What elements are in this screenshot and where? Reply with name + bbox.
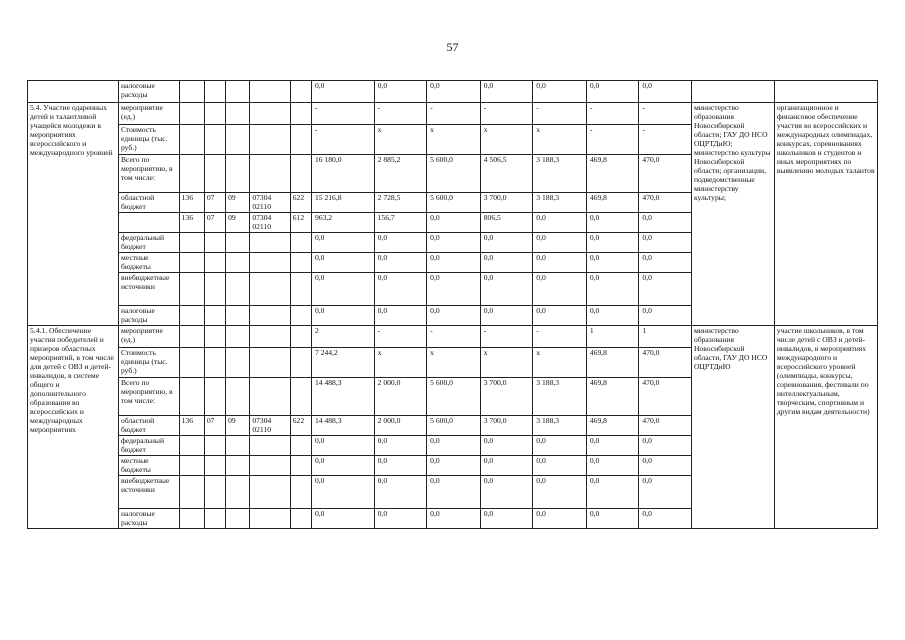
code-cell: 09	[226, 416, 250, 436]
code-cell	[226, 348, 250, 378]
code-cell	[204, 253, 225, 273]
value-cell: х	[427, 125, 481, 155]
value-cell: -	[374, 103, 427, 125]
value-cell: 0,0	[427, 436, 481, 456]
cost-type-cell: внебюджетные источники	[118, 476, 179, 509]
code-cell	[250, 326, 290, 348]
value-cell: 0,0	[480, 456, 533, 476]
code-cell	[250, 233, 290, 253]
value-cell: 156,7	[374, 213, 427, 233]
code-cell	[204, 326, 225, 348]
value-cell: -	[427, 103, 481, 125]
code-cell	[204, 476, 225, 509]
code-cell: 09	[226, 193, 250, 213]
code-cell	[204, 233, 225, 253]
table-row	[28, 103, 878, 125]
value-cell: 0,0	[311, 306, 374, 326]
value-cell: 2 000,0	[374, 416, 427, 436]
code-cell: 622	[290, 416, 311, 436]
code-cell	[290, 233, 311, 253]
value-cell: 14 488,3	[311, 378, 374, 416]
code-cell	[204, 103, 225, 125]
value-cell: 469,8	[586, 416, 639, 436]
value-cell: 0,0	[374, 476, 427, 509]
executor-cell: министерство образования Новосибирской области, ГАУ ДО НСО ОЦРТДиЮ	[691, 326, 774, 529]
code-cell	[290, 456, 311, 476]
value-cell: 0,0	[311, 456, 374, 476]
program-table	[27, 80, 878, 529]
value-cell: 470,0	[639, 416, 692, 436]
value-cell: 5 600,0	[427, 155, 481, 193]
table-row	[28, 81, 878, 103]
code-cell	[179, 476, 204, 509]
cost-type-cell: местные бюджеты	[118, 253, 179, 273]
code-cell	[179, 81, 204, 103]
value-cell: 5 600,0	[427, 416, 481, 436]
value-cell: х	[374, 348, 427, 378]
code-cell	[290, 253, 311, 273]
value-cell: 0,0	[427, 456, 481, 476]
cost-type-cell: внебюджетные источники	[118, 273, 179, 306]
value-cell: 470,0	[639, 193, 692, 213]
value-cell: 0,0	[311, 81, 374, 103]
value-cell: х	[480, 348, 533, 378]
code-cell	[179, 326, 204, 348]
value-cell: 0,0	[374, 233, 427, 253]
value-cell: 0,0	[586, 456, 639, 476]
code-cell: 136	[179, 193, 204, 213]
value-cell: 0,0	[586, 81, 639, 103]
code-cell	[290, 81, 311, 103]
value-cell: 0,0	[533, 456, 587, 476]
cost-type-cell: налоговые расходы	[118, 509, 179, 529]
value-cell: 0,0	[586, 476, 639, 509]
value-cell: 0,0	[374, 509, 427, 529]
code-cell: 136	[179, 213, 204, 233]
value-cell: 469,8	[586, 155, 639, 193]
value-cell: -	[533, 103, 587, 125]
value-cell: 0,0	[639, 306, 692, 326]
value-cell: -	[586, 103, 639, 125]
value-cell: 0,0	[311, 273, 374, 306]
code-cell: 07304 02110	[250, 193, 290, 213]
value-cell: 3 188,3	[533, 378, 587, 416]
code-cell: 612	[290, 213, 311, 233]
value-cell: 3 188,3	[533, 416, 587, 436]
value-cell: 0,0	[427, 476, 481, 509]
code-cell	[179, 378, 204, 416]
value-cell: 15 216,8	[311, 193, 374, 213]
code-cell	[250, 348, 290, 378]
value-cell: 0,0	[586, 509, 639, 529]
code-cell	[250, 306, 290, 326]
value-cell: 0,0	[586, 436, 639, 456]
result-cell	[774, 81, 877, 103]
value-cell: 0,0	[480, 306, 533, 326]
code-cell	[290, 155, 311, 193]
value-cell: 0,0	[311, 509, 374, 529]
value-cell: 5 600,0	[427, 378, 481, 416]
code-cell	[250, 476, 290, 509]
code-cell	[226, 306, 250, 326]
code-cell	[204, 378, 225, 416]
code-cell	[226, 326, 250, 348]
value-cell: 0,0	[480, 233, 533, 253]
code-cell	[290, 103, 311, 125]
code-cell	[179, 155, 204, 193]
code-cell	[250, 103, 290, 125]
code-cell: 07304 02110	[250, 416, 290, 436]
value-cell: 0,0	[427, 306, 481, 326]
value-cell: 0,0	[480, 81, 533, 103]
code-cell	[204, 456, 225, 476]
cost-type-cell: Стоимость единицы (тыс. руб.)	[118, 348, 179, 378]
code-cell	[226, 378, 250, 416]
cost-type-cell: областной бюджет	[118, 416, 179, 436]
code-cell: 07304 02110	[250, 213, 290, 233]
code-cell	[204, 306, 225, 326]
value-cell: 0,0	[311, 253, 374, 273]
code-cell	[290, 476, 311, 509]
value-cell: 0,0	[533, 233, 587, 253]
cost-type-cell: федеральный бюджет	[118, 233, 179, 253]
value-cell: 469,8	[586, 378, 639, 416]
value-cell: 14 488,3	[311, 416, 374, 436]
executor-cell: министерство образования Новосибирской области; ГАУ ДО НСО ОЦРТДиЮ; министерство культуры Новосибирской области; организации, подведомственные министерству культуры;	[691, 103, 774, 326]
value-cell: -	[480, 103, 533, 125]
code-cell	[179, 233, 204, 253]
value-cell: 3 188,3	[533, 193, 587, 213]
value-cell: -	[639, 103, 692, 125]
value-cell: х	[533, 348, 587, 378]
code-cell	[204, 509, 225, 529]
code-cell	[204, 436, 225, 456]
code-cell	[204, 273, 225, 306]
value-cell: 0,0	[427, 273, 481, 306]
code-cell	[179, 306, 204, 326]
value-cell: 0,0	[586, 213, 639, 233]
value-cell: 2 885,2	[374, 155, 427, 193]
code-cell	[290, 348, 311, 378]
code-cell	[250, 378, 290, 416]
cost-type-cell: федеральный бюджет	[118, 436, 179, 456]
code-cell	[250, 253, 290, 273]
value-cell: 0,0	[427, 233, 481, 253]
value-cell: 0,0	[639, 509, 692, 529]
cost-type-cell: Всего по мероприятию, в том числе:	[118, 155, 179, 193]
code-cell: 136	[179, 416, 204, 436]
value-cell: 0,0	[533, 273, 587, 306]
cost-type-cell: налоговые расходы	[118, 306, 179, 326]
value-cell: 0,0	[480, 436, 533, 456]
code-cell: 622	[290, 193, 311, 213]
value-cell: 0,0	[533, 253, 587, 273]
value-cell: 963,2	[311, 213, 374, 233]
cost-type-cell: налоговые расходы	[118, 81, 179, 103]
value-cell: 3 700,0	[480, 378, 533, 416]
code-cell: 07	[204, 416, 225, 436]
code-cell	[179, 436, 204, 456]
value-cell: 0,0	[480, 253, 533, 273]
value-cell: 0,0	[586, 233, 639, 253]
code-cell	[290, 378, 311, 416]
value-cell: 2	[311, 326, 374, 348]
value-cell: 0,0	[480, 476, 533, 509]
code-cell	[179, 509, 204, 529]
code-cell	[226, 103, 250, 125]
code-cell	[226, 476, 250, 509]
empty-cell	[28, 81, 119, 103]
cost-type-cell: Стоимость единицы (тыс. руб.)	[118, 125, 179, 155]
value-cell: 1	[639, 326, 692, 348]
cost-type-cell	[118, 213, 179, 233]
value-cell: 2 000,0	[374, 378, 427, 416]
value-cell: 0,0	[533, 436, 587, 456]
code-cell: 07	[204, 213, 225, 233]
code-cell	[226, 233, 250, 253]
value-cell: -	[639, 125, 692, 155]
value-cell: 5 600,0	[427, 193, 481, 213]
code-cell	[290, 125, 311, 155]
code-cell	[179, 273, 204, 306]
value-cell: х	[533, 125, 587, 155]
code-cell	[204, 125, 225, 155]
value-cell: 0,0	[639, 436, 692, 456]
section-name-cell: 5.4. Участие одаренных детей и талантливой учащейся молодежи в мероприятиях всероссийского и международного уровней	[28, 103, 119, 326]
value-cell: 0,0	[374, 273, 427, 306]
value-cell: 0,0	[533, 213, 587, 233]
code-cell: 07	[204, 193, 225, 213]
code-cell	[250, 273, 290, 306]
value-cell: -	[374, 326, 427, 348]
value-cell: 0,0	[533, 509, 587, 529]
code-cell	[250, 81, 290, 103]
value-cell: 469,8	[586, 193, 639, 213]
code-cell	[250, 125, 290, 155]
value-cell: 0,0	[311, 476, 374, 509]
value-cell: 0,0	[480, 509, 533, 529]
value-cell: 806,5	[480, 213, 533, 233]
code-cell	[179, 456, 204, 476]
code-cell: 09	[226, 213, 250, 233]
value-cell: -	[480, 326, 533, 348]
code-cell	[204, 81, 225, 103]
code-cell	[204, 155, 225, 193]
value-cell: 0,0	[533, 81, 587, 103]
table-row	[28, 326, 878, 348]
value-cell: 0,0	[586, 306, 639, 326]
cost-type-cell: местные бюджеты	[118, 456, 179, 476]
code-cell	[226, 155, 250, 193]
result-cell: участие школьников, в том числе детей с ОВЗ и детей-инвалидов, в мероприятиях международного и всероссийского уровней (олимпиады, конкурсы, соревнования, фестивали по интеллектуальным, творческим, спортивным и другим видам деятельности)	[774, 326, 877, 529]
value-cell: х	[427, 348, 481, 378]
value-cell: 0,0	[639, 213, 692, 233]
value-cell: 0,0	[586, 253, 639, 273]
value-cell: -	[311, 125, 374, 155]
value-cell: 469,8	[586, 348, 639, 378]
code-cell	[226, 81, 250, 103]
section-name-cell: 5.4.1. Обеспечение участия победителей и призеров областных мероприятий, в том числе для детей с ОВЗ и детей-инвалидов, в системе общего и дополнительного образования во всероссийских и международных мероприятиях	[28, 326, 119, 529]
value-cell: 3 188,3	[533, 155, 587, 193]
code-cell	[179, 103, 204, 125]
code-cell	[250, 436, 290, 456]
cost-type-cell: мероприятие (ед.)	[118, 103, 179, 125]
code-cell	[290, 306, 311, 326]
code-cell	[226, 125, 250, 155]
value-cell: 0,0	[639, 233, 692, 253]
code-cell	[179, 253, 204, 273]
value-cell: х	[480, 125, 533, 155]
value-cell: 0,0	[639, 253, 692, 273]
value-cell: -	[311, 103, 374, 125]
value-cell: 0,0	[311, 233, 374, 253]
value-cell: 0,0	[480, 273, 533, 306]
value-cell: 0,0	[311, 436, 374, 456]
value-cell: 0,0	[639, 273, 692, 306]
value-cell: 2 728,5	[374, 193, 427, 213]
value-cell: 0,0	[427, 253, 481, 273]
cost-type-cell: мероприятие (ед.)	[118, 326, 179, 348]
value-cell: х	[374, 125, 427, 155]
value-cell: 0,0	[586, 273, 639, 306]
value-cell: 1	[586, 326, 639, 348]
value-cell: 0,0	[374, 81, 427, 103]
value-cell: 0,0	[374, 306, 427, 326]
code-cell	[179, 125, 204, 155]
code-cell	[290, 436, 311, 456]
code-cell	[226, 436, 250, 456]
value-cell: 0,0	[374, 456, 427, 476]
code-cell	[226, 273, 250, 306]
value-cell: 0,0	[427, 81, 481, 103]
value-cell: 0,0	[639, 81, 692, 103]
code-cell	[250, 456, 290, 476]
code-cell	[250, 509, 290, 529]
value-cell: 16 180,0	[311, 155, 374, 193]
cost-type-cell: Всего по мероприятию, в том числе:	[118, 378, 179, 416]
code-cell	[226, 456, 250, 476]
value-cell: 0,0	[374, 253, 427, 273]
value-cell: 0,0	[374, 436, 427, 456]
code-cell	[204, 348, 225, 378]
cost-type-cell: областной бюджет	[118, 193, 179, 213]
value-cell: 0,0	[533, 476, 587, 509]
value-cell: 0,0	[533, 306, 587, 326]
page-number: 57	[446, 40, 459, 54]
value-cell: -	[533, 326, 587, 348]
value-cell: -	[427, 326, 481, 348]
result-cell: организационное и финансовое обеспечение участия во всероссийских и международных олимпиадах, конкурсах, соревнованиях школьников и студентов и иных мероприятиях по выявлению молодых талантов	[774, 103, 877, 326]
code-cell	[179, 348, 204, 378]
value-cell: 0,0	[639, 476, 692, 509]
code-cell	[226, 253, 250, 273]
value-cell: 3 700,0	[480, 416, 533, 436]
value-cell: 0,0	[639, 456, 692, 476]
value-cell: 3 700,0	[480, 193, 533, 213]
value-cell: 0,0	[427, 509, 481, 529]
table-body	[28, 81, 878, 529]
value-cell: 4 506,5	[480, 155, 533, 193]
value-cell: 0,0	[427, 213, 481, 233]
value-cell: 470,0	[639, 155, 692, 193]
executor-cell	[691, 81, 774, 103]
code-cell	[290, 326, 311, 348]
code-cell	[290, 509, 311, 529]
value-cell: 7 244,2	[311, 348, 374, 378]
code-cell	[250, 155, 290, 193]
code-cell	[226, 509, 250, 529]
value-cell: 470,0	[639, 378, 692, 416]
code-cell	[290, 273, 311, 306]
value-cell: -	[586, 125, 639, 155]
value-cell: 470,0	[639, 348, 692, 378]
